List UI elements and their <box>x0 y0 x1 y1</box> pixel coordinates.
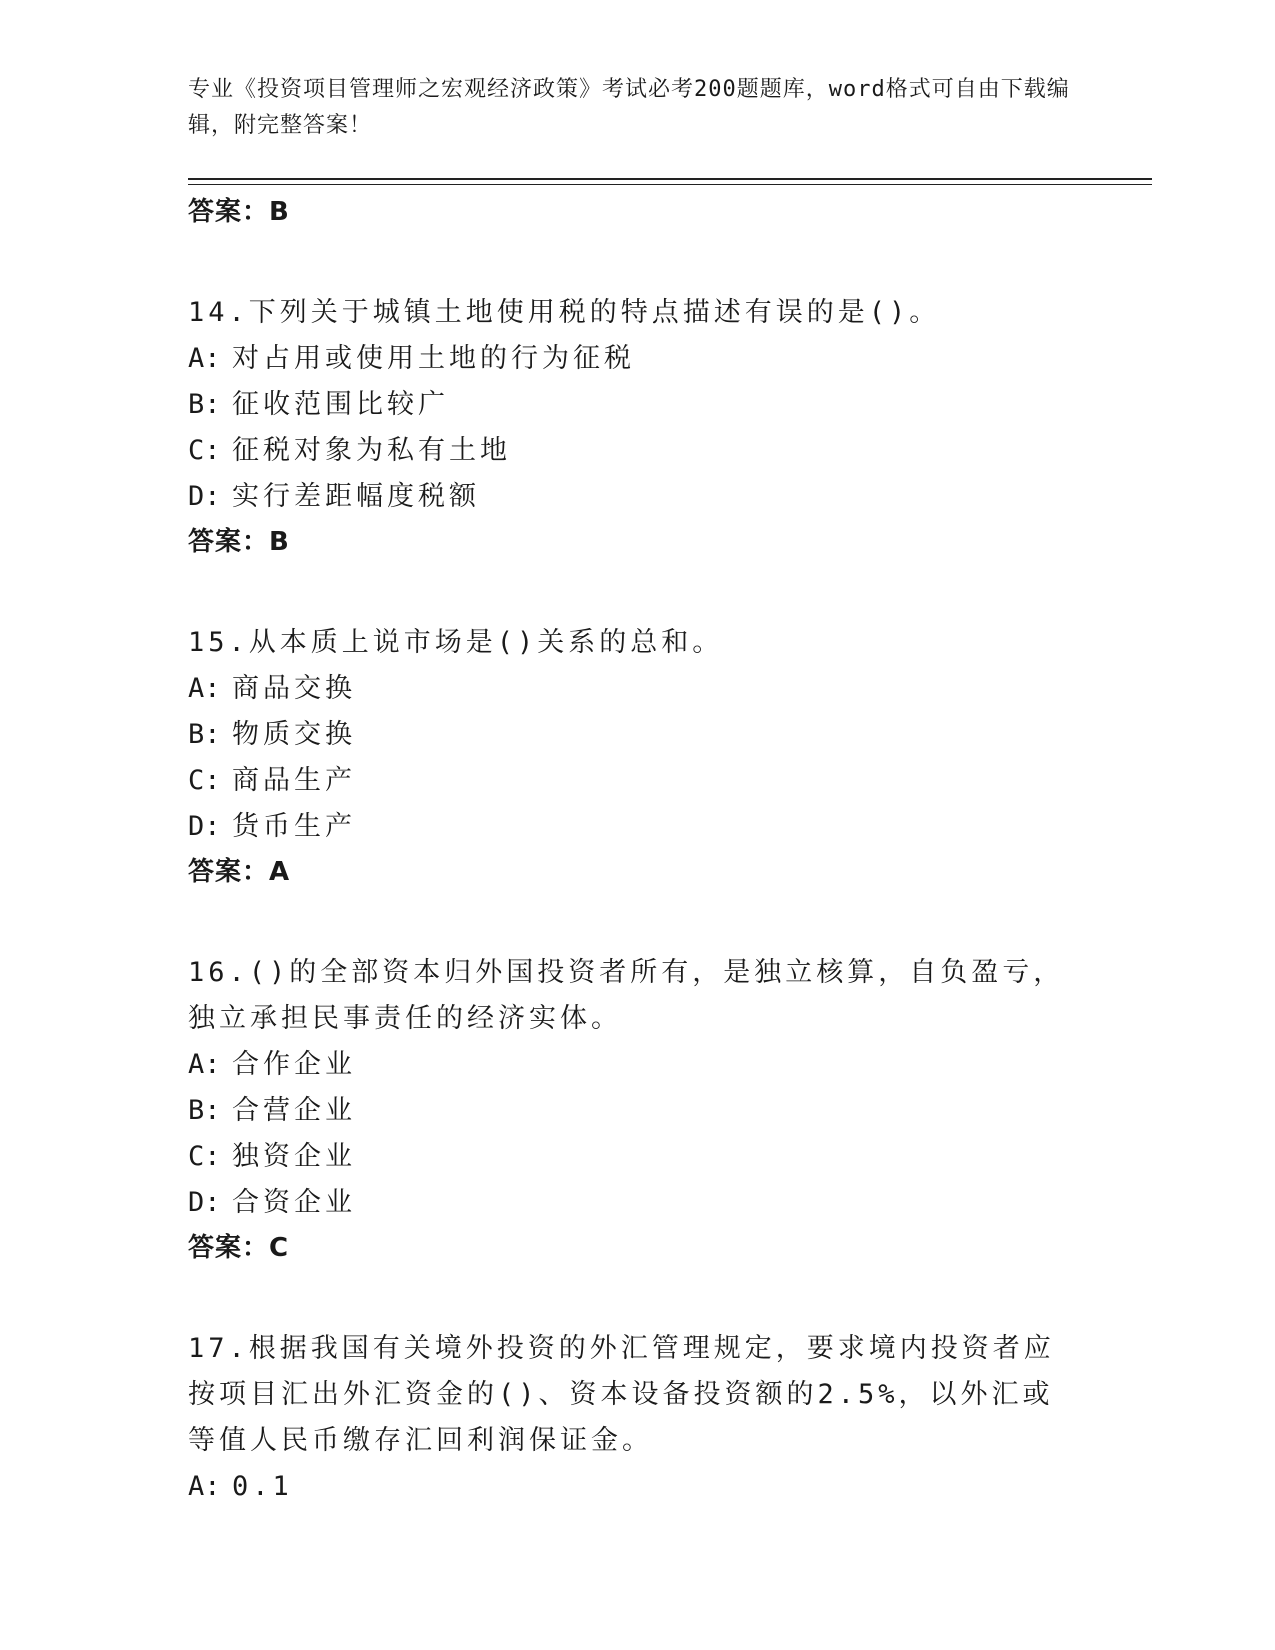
question-14-stem: 14.下列关于城镇土地使用税的特点描述有误的是()。 <box>188 297 941 328</box>
option-text: 物质交换 <box>232 719 356 750</box>
option-text: 征税对象为私有土地 <box>232 435 511 466</box>
question-15-option-b <box>188 712 1088 758</box>
header-divider-thin <box>188 184 1152 185</box>
question-14-option-c <box>188 428 1088 474</box>
question-16-option-d <box>188 1180 1088 1226</box>
question-16-answer: 答案：C <box>188 1233 290 1263</box>
question-15-answer: 答案：A <box>188 857 291 887</box>
option-text: 合营企业 <box>232 1095 356 1126</box>
option-key: B: <box>188 1095 221 1126</box>
question-14-option-b <box>188 382 1088 428</box>
option-text: 商品生产 <box>232 765 356 796</box>
option-text: 征收范围比较广 <box>232 389 449 420</box>
document-header: 专业《投资项目管理师之宏观经济政策》考试必考200题题库，word格式可自由下载编辑，附完整答案！ <box>188 77 1070 138</box>
option-key: D: <box>188 1187 221 1218</box>
question-16-option-b <box>188 1088 1088 1134</box>
option-key: A: <box>188 343 221 374</box>
option-key: B: <box>188 719 221 750</box>
answer-label: 答案：B <box>188 197 290 227</box>
option-key: C: <box>188 1141 221 1172</box>
question-14-option-d <box>188 474 1088 520</box>
option-text: 0.1 <box>232 1471 293 1502</box>
option-text: 货币生产 <box>232 811 356 842</box>
question-15-option-a <box>188 666 1088 712</box>
option-key: A: <box>188 1471 221 1502</box>
option-key: D: <box>188 481 221 512</box>
question-17-option-a <box>188 1464 1088 1510</box>
option-text: 商品交换 <box>232 673 356 704</box>
option-key: C: <box>188 435 221 466</box>
option-key: B: <box>188 389 221 420</box>
question-16-option-a <box>188 1042 1088 1088</box>
question-16-stem: 16.()的全部资本归外国投资者所有，是独立核算，自负盈亏，独立承担民事责任的经济实体。 <box>188 957 1065 1034</box>
option-key: C: <box>188 765 221 796</box>
question-14-option-a <box>188 336 1088 382</box>
question-list <box>188 190 1088 1510</box>
option-text: 独资企业 <box>232 1141 356 1172</box>
question-15-stem: 15.从本质上说市场是()关系的总和。 <box>188 627 724 658</box>
option-key: D: <box>188 811 221 842</box>
question-15-option-c <box>188 758 1088 804</box>
option-text: 合作企业 <box>232 1049 356 1080</box>
question-15-option-d <box>188 804 1088 850</box>
option-text: 合资企业 <box>232 1187 356 1218</box>
option-key: A: <box>188 1049 221 1080</box>
header-divider <box>188 178 1152 180</box>
option-text: 对占用或使用土地的行为征税 <box>232 343 635 374</box>
question-14-answer: 答案：B <box>188 527 290 557</box>
question-16-option-c <box>188 1134 1088 1180</box>
option-key: A: <box>188 673 221 704</box>
question-17-stem: 17.根据我国有关境外投资的外汇管理规定，要求境内投资者应按项目汇出外汇资金的()、资本设备投资额的2.5%，以外汇或等值人民币缴存汇回利润保证金。 <box>188 1333 1055 1456</box>
option-text: 实行差距幅度税额 <box>232 481 480 512</box>
